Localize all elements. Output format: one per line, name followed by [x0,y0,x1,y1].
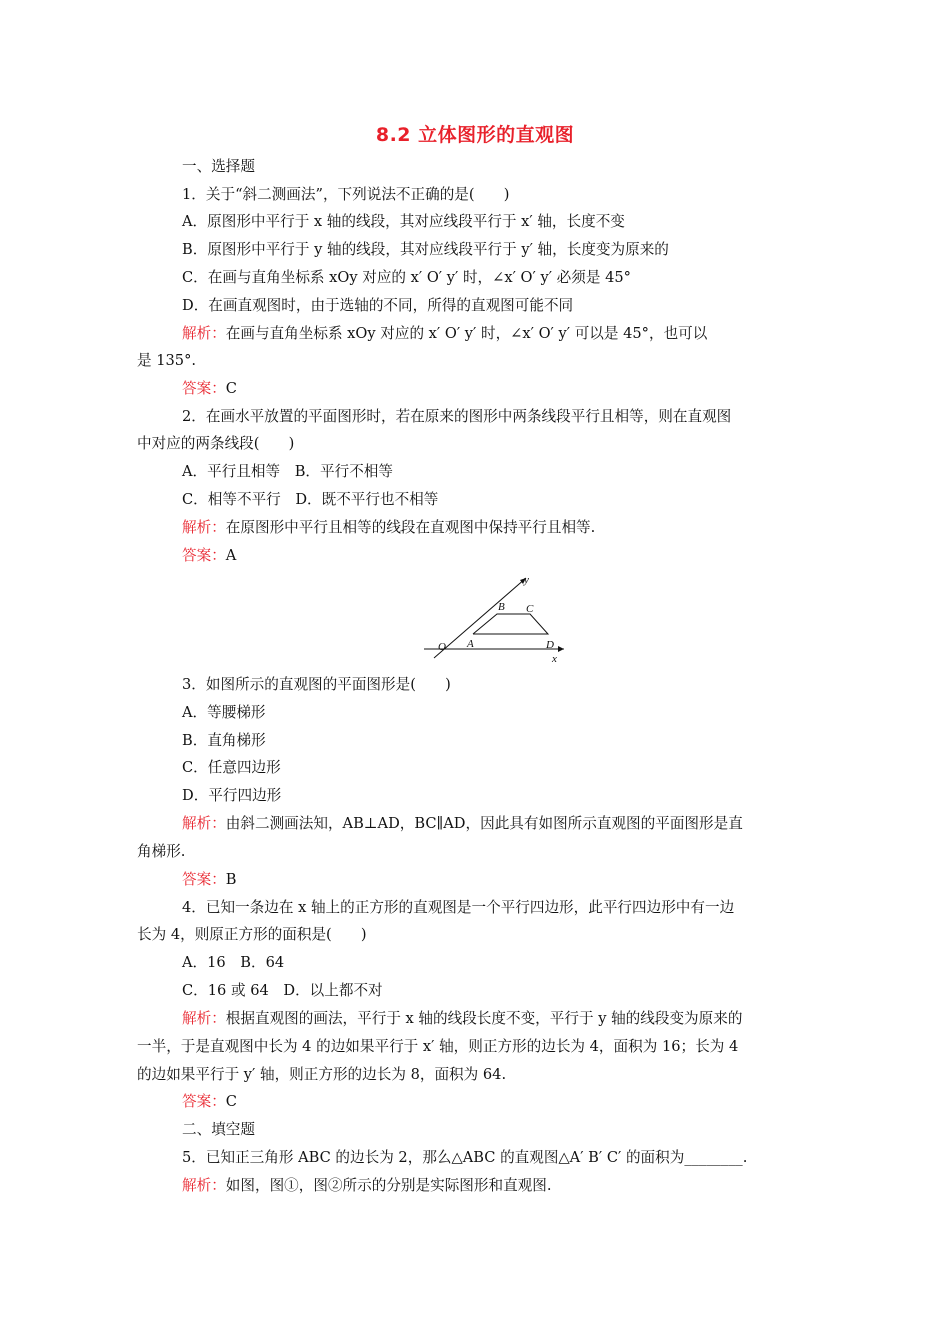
trapezoid-shape [473,614,548,634]
q4-analysis [182,1005,742,1033]
q4-options-ab: A．16 B．64 [182,954,285,971]
answer-label: 答案： [182,871,226,888]
page-title: 8.2 立体图形的直观图 [375,124,575,146]
q1-analysis-cont: 是 135°. [137,352,197,369]
label-o: O [438,641,446,653]
analysis-label: 解析： [182,519,226,536]
q3-option-d: D．平行四边形 [182,787,282,804]
q4-stem: 4．已知一条边在 x 轴上的正方形的直观图是一个平行四边形，此平行四边形中有一边 [182,899,735,916]
answer-value: C [225,1093,237,1110]
y-axis [434,578,526,658]
section-heading-fill: 二、填空题 [182,1121,255,1138]
q4-stem-cont: 长为 4，则原正方形的面积是( ) [137,926,367,943]
q4-options-cd: C．16 或 64 D．以上都不对 [182,982,383,999]
q1-option-c: C．在画与直角坐标系 xOy 对应的 x′ O′ y′ 时，∠x′ O′ y′ 必须是 45° [182,269,631,286]
answer-value: A [225,547,237,564]
label-x: x [552,653,557,665]
q5-stem: 5．已知正三角形 ABC 的边长为 2，那么△ABC 的直观图△A′ B′ C′ 的面积为________. [182,1149,748,1166]
analysis-label: 解析： [182,815,226,832]
q3-stem: 3．如图所示的直观图的平面图形是( ) [182,676,451,693]
analysis-text: 由斜二测画法知，AB⊥AD，BC∥AD，因此具有如图所示直观图的平面图形是直 [225,815,743,832]
q2-stem-cont: 中对应的两条线段( ) [137,435,295,452]
section-heading-choice: 一、选择题 [182,158,255,175]
q2-stem: 2．在画水平放置的平面图形时，若在原来的图形中两条线段平行且相等，则在直观图 [182,408,732,425]
q2-analysis [182,514,595,542]
q3-option-b: B．直角梯形 [182,732,266,749]
analysis-text: 如图，图①，图②所示的分别是实际图形和直观图. [225,1177,552,1194]
q2-options-cd: C．相等不平行 D．既不平行也不相等 [182,491,439,508]
analysis-label: 解析： [182,1010,226,1027]
analysis-text: 根据直观图的画法，平行于 x 轴的线段长度不变，平行于 y 轴的线段变为原来的 [225,1010,743,1027]
q3-analysis [182,810,743,838]
x-axis-arrow [558,646,564,652]
q1-answer [182,375,237,403]
analysis-label: 解析： [182,1177,226,1194]
answer-label: 答案： [182,547,226,564]
answer-label: 答案： [182,380,226,397]
analysis-text: 在原图形中平行且相等的线段在直观图中保持平行且相等. [225,519,596,536]
trapezoid-figure [424,570,574,670]
analysis-label: 解析： [182,325,226,342]
q3-option-c: C．任意四边形 [182,759,281,776]
q2-options-ab: A．平行且相等 B．平行不相等 [182,463,393,480]
q3-option-a: A．等腰梯形 [182,704,266,721]
q4-answer [182,1088,237,1116]
q1-option-d: D．在画直观图时，由于选轴的不同，所得的直观图可能不同 [182,297,574,314]
q4-analysis-cont: 一半，于是直观图中长为 4 的边如果平行于 x′ 轴，则正方形的边长为 4，面积为 16；长为 4 [137,1038,739,1055]
q3-analysis-cont: 角梯形. [137,843,186,860]
label-a: A [467,638,474,650]
label-y: y [524,574,529,586]
answer-label: 答案： [182,1093,226,1110]
answer-value: C [225,380,237,397]
q1-option-a: A．原图形中平行于 x 轴的线段，其对应线段平行于 x′ 轴，长度不变 [182,213,625,230]
answer-value: B [225,871,237,888]
q1-stem: 1．关于“斜二测画法”，下列说法不正确的是( ) [182,186,510,203]
analysis-text: 在画与直角坐标系 xOy 对应的 x′ O′ y′ 时，∠x′ O′ y′ 可以是 45°，也可以 [225,325,708,342]
q4-analysis-cont-2: 的边如果平行于 y′ 轴，则正方形的边长为 8，面积为 64. [137,1066,507,1083]
label-c: C [526,603,534,615]
label-b: B [498,601,505,613]
q2-answer [182,542,236,570]
q1-analysis [182,320,707,348]
label-d: D [546,639,554,651]
q5-analysis [182,1172,552,1200]
q3-answer [182,866,237,894]
q1-option-b: B．原图形中平行于 y 轴的线段，其对应线段平行于 y′ 轴，长度变为原来的 [182,241,669,258]
